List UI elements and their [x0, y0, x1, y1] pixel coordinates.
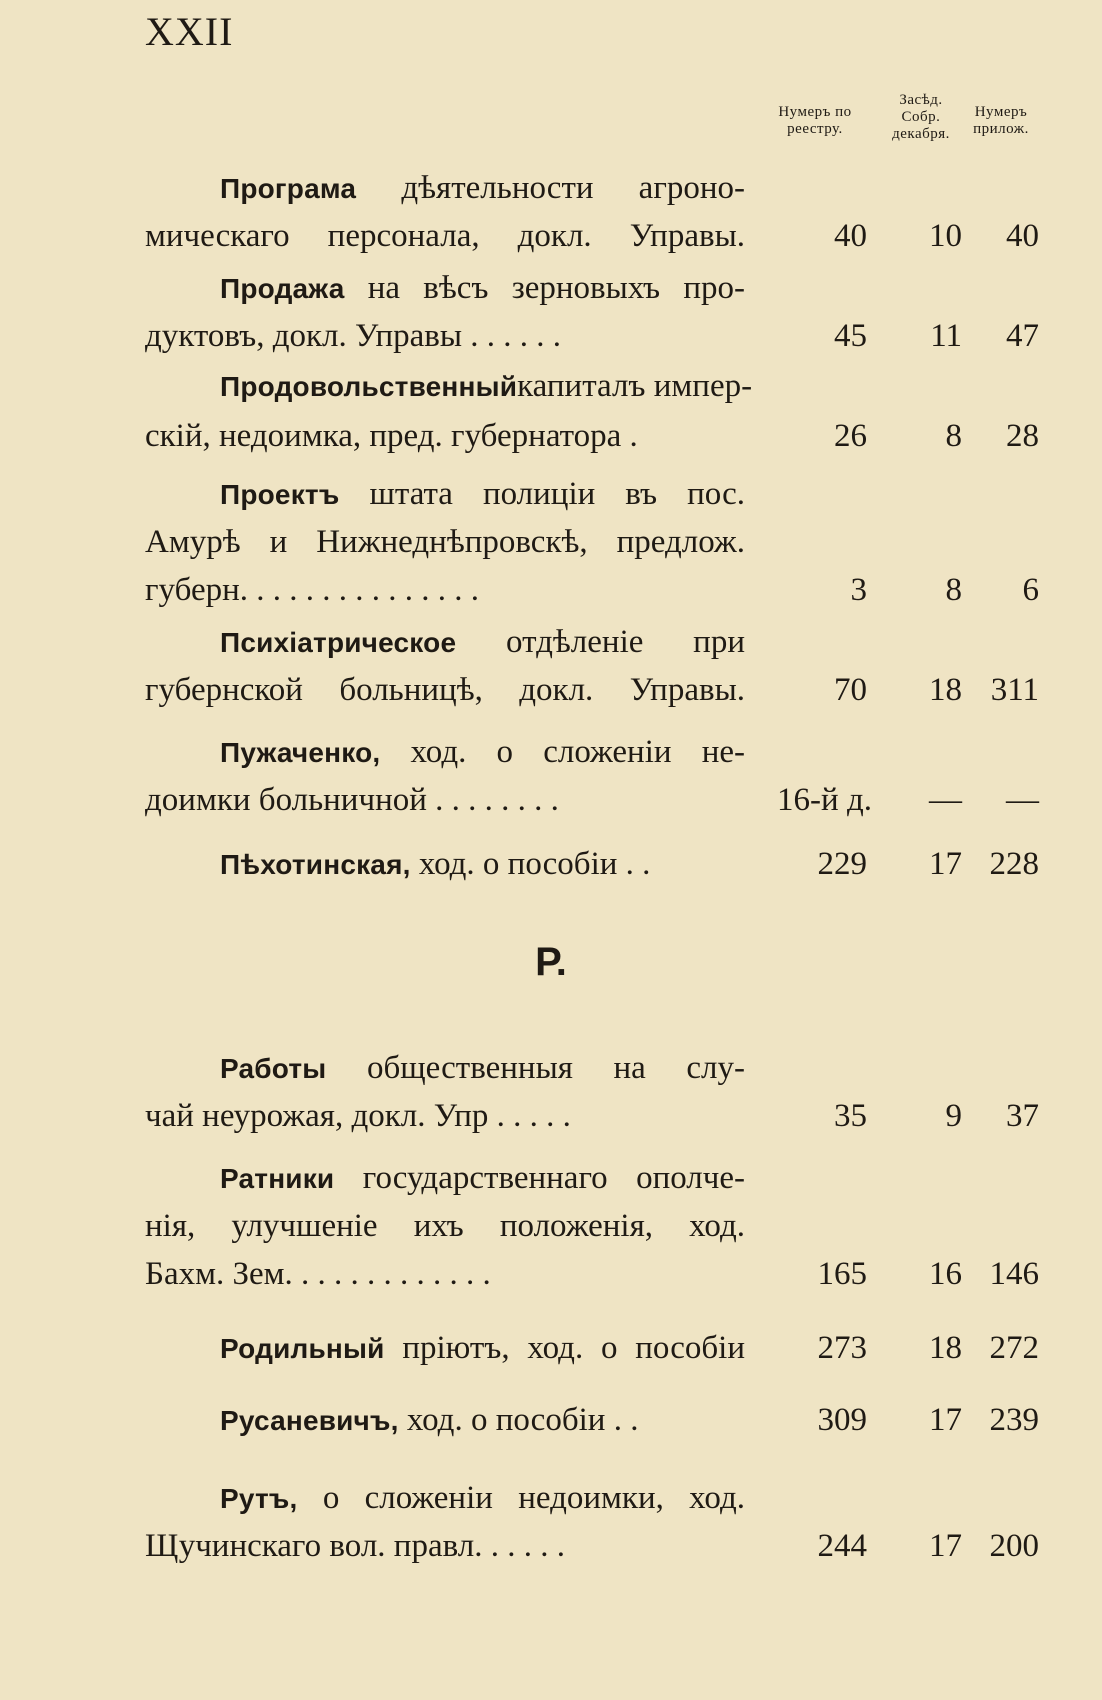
session-number: 17	[929, 846, 962, 882]
entry-line	[220, 622, 745, 663]
entry-text: штата полиціи въ пос.	[369, 476, 745, 512]
entry-line: губернской больницѣ, докл. Управы.	[145, 672, 745, 708]
entry-line	[220, 1478, 745, 1519]
entry-line	[220, 366, 753, 407]
entry-text: капиталъ импер-	[517, 368, 753, 404]
entry-text: ход. о пособіи . .	[406, 1402, 639, 1438]
entry-line: чай неурожая, докл. Упр . . . . .	[145, 1098, 571, 1134]
entry-line: доимки больничной . . . . . . . .	[145, 782, 559, 818]
column-header-registry-line2: реестру.	[787, 121, 843, 137]
registry-number: 40	[834, 218, 867, 254]
entry-term: Пужаченко,	[220, 737, 381, 768]
appendix-number: 40	[1006, 218, 1039, 254]
entry-line: мическаго персонала, докл. Управы.	[145, 218, 745, 254]
registry-number: 35	[834, 1098, 867, 1134]
registry-number: 16-й д.	[777, 782, 872, 818]
entry-line: дуктовъ, докл. Управы . . . . . .	[145, 318, 562, 354]
session-number: —	[929, 782, 962, 818]
entry-text: дѣятельности агроно-	[401, 170, 746, 206]
registry-number: 229	[817, 846, 867, 882]
appendix-number: 239	[989, 1402, 1039, 1438]
entry-text: отдѣленіе при	[506, 624, 746, 660]
entry-line	[220, 1048, 745, 1089]
appendix-number: 146	[989, 1256, 1039, 1292]
column-header-appendix	[966, 104, 1036, 138]
entry-line	[220, 1158, 745, 1199]
entry-text: государственнаго ополче-	[362, 1160, 745, 1196]
entry-text: на вѣсъ зерновыхъ про-	[367, 270, 745, 306]
section-letter: Р.	[535, 940, 567, 984]
entry-term: Рутъ,	[220, 1483, 298, 1514]
session-number: 18	[929, 1330, 962, 1366]
entry-line	[220, 268, 745, 309]
appendix-number: 37	[1006, 1098, 1039, 1134]
entry-text: о сложеніи недоимки, ход.	[322, 1480, 746, 1516]
appendix-number: 311	[990, 672, 1039, 708]
entry-text: общественныя на слу-	[366, 1050, 745, 1086]
session-number: 18	[929, 672, 962, 708]
entry-line: скій, недоимка, пред. губернатора .	[145, 418, 638, 454]
column-header-session-line3: декабря.	[892, 126, 950, 142]
entry-line	[220, 168, 745, 209]
session-number: 10	[929, 218, 962, 254]
appendix-number: 47	[1006, 318, 1039, 354]
registry-number: 273	[817, 1330, 867, 1366]
entry-term: Родильный	[220, 1333, 385, 1364]
entry-line	[220, 1400, 745, 1441]
entry-term: Пѣхотинская,	[220, 849, 411, 880]
session-number: 9	[945, 1098, 962, 1134]
session-number: 8	[945, 572, 962, 608]
entry-line	[220, 1328, 745, 1369]
session-number: 11	[930, 318, 962, 354]
column-header-appendix-line1: Нумеръ	[974, 104, 1028, 120]
entry-term: Проектъ	[220, 479, 340, 510]
column-header-session	[880, 92, 962, 143]
registry-number: 244	[817, 1528, 867, 1564]
session-number: 17	[929, 1528, 962, 1564]
appendix-number: 228	[989, 846, 1039, 882]
entry-line	[220, 474, 745, 515]
session-number: 16	[929, 1256, 962, 1292]
entry-term: Психіатрическое	[220, 627, 457, 658]
entry-term: Ратники	[220, 1163, 335, 1194]
page-number: XXII	[145, 9, 234, 54]
column-header-session-line1: Засѣд.	[899, 92, 943, 108]
appendix-number: 6	[1022, 572, 1039, 608]
entry-line: нія, улучшеніе ихъ положенія, ход.	[145, 1208, 745, 1244]
entry-line: губерн. . . . . . . . . . . . . . .	[145, 572, 480, 608]
column-header-appendix-line2: прилож.	[973, 121, 1029, 137]
appendix-number: 200	[989, 1528, 1039, 1564]
appendix-number: —	[1006, 782, 1039, 818]
entry-line	[220, 732, 745, 773]
registry-number: 3	[850, 572, 867, 608]
registry-number: 309	[817, 1402, 867, 1438]
column-header-registry	[760, 104, 870, 138]
registry-number: 45	[834, 318, 867, 354]
entry-line	[220, 844, 745, 885]
column-header-session-line2: Собр.	[901, 109, 941, 125]
appendix-number: 272	[989, 1330, 1039, 1366]
entry-term: Продовольственный	[220, 371, 518, 402]
appendix-number: 28	[1006, 418, 1039, 454]
registry-number: 26	[834, 418, 867, 454]
entry-term: Програма	[220, 173, 357, 204]
entry-text: пріютъ, ход. о пособіи	[402, 1330, 745, 1366]
entry-line: Щучинскаго вол. правл. . . . . .	[145, 1528, 565, 1564]
entry-text: ход. о пособіи . .	[418, 846, 651, 882]
session-number: 17	[929, 1402, 962, 1438]
entry-term: Работы	[220, 1053, 327, 1084]
entry-term: Продажа	[220, 273, 345, 304]
entry-line: Бахм. Зем. . . . . . . . . . . . .	[145, 1256, 491, 1292]
registry-number: 70	[834, 672, 867, 708]
entry-term: Русаневичъ,	[220, 1405, 399, 1436]
session-number: 8	[945, 418, 962, 454]
entry-text: ход. о сложеніи не-	[410, 734, 745, 770]
entry-line: Амурѣ и Нижнеднѣпровскѣ, предлож.	[145, 524, 745, 560]
column-header-registry-line1: Нумеръ по	[778, 104, 852, 120]
registry-number: 165	[817, 1256, 867, 1292]
